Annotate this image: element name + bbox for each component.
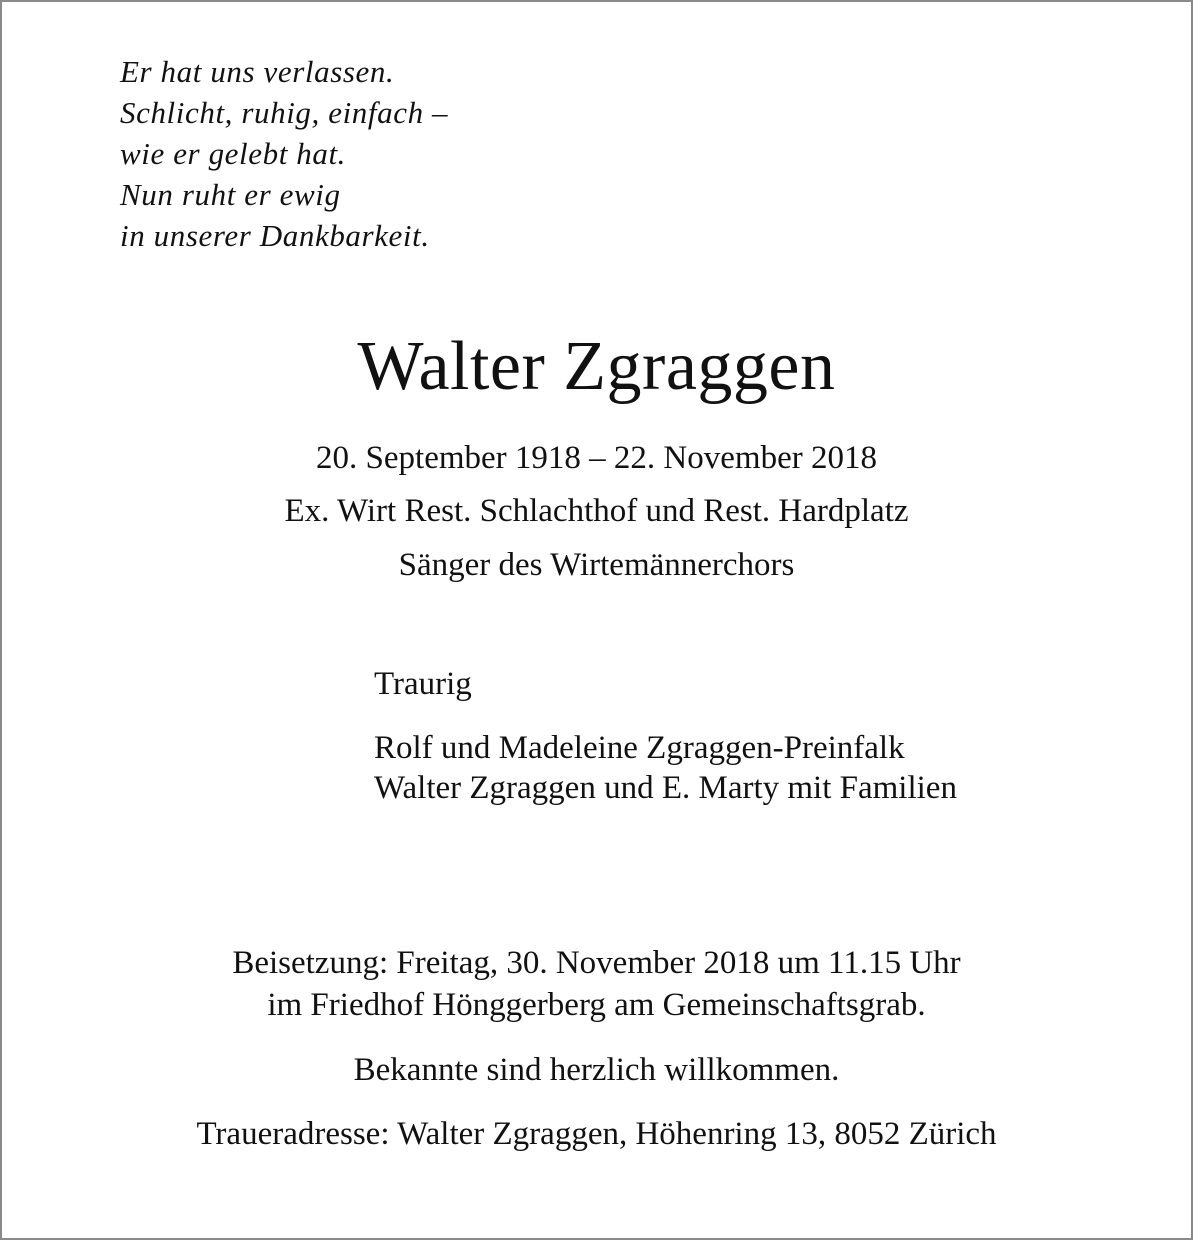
- poem-line: Schlicht, ruhig, einfach –: [120, 95, 449, 130]
- occupation: Ex. Wirt Rest. Schlachthof und Rest. Hardplatz: [284, 493, 909, 529]
- welcome-note: Bekannte sind herzlich willkommen.: [353, 1052, 840, 1088]
- choir-membership: Sänger des Wirtemännerchors: [398, 547, 795, 583]
- poem-line: in unserer Dankbarkeit.: [120, 218, 430, 253]
- mourners-list: [374, 728, 957, 808]
- mourner-name: Walter Zgraggen und E. Marty mit Familien: [374, 770, 957, 806]
- deceased-name: Walter Zgraggen: [357, 328, 836, 405]
- burial-location: im Friedhof Hönggerberg am Gemeinschaftsgrab.: [267, 987, 926, 1023]
- mourners-label: Traurig: [374, 666, 472, 702]
- life-dates: 20. September 1918 – 22. November 2018: [316, 440, 877, 476]
- poem-line: Er hat uns verlassen.: [120, 54, 395, 89]
- mourner-name: Rolf und Madeleine Zgraggen-Preinfalk: [374, 730, 905, 766]
- poem-line: Nun ruht er ewig: [120, 177, 341, 212]
- mourning-address: Traueradresse: Walter Zgraggen, Höhenring 13, 8052 Zürich: [196, 1116, 997, 1152]
- poem-line: wie er gelebt hat.: [120, 136, 347, 171]
- memorial-poem: [120, 51, 448, 256]
- burial-date: Beisetzung: Freitag, 30. November 2018 um 11.15 Uhr: [232, 945, 961, 981]
